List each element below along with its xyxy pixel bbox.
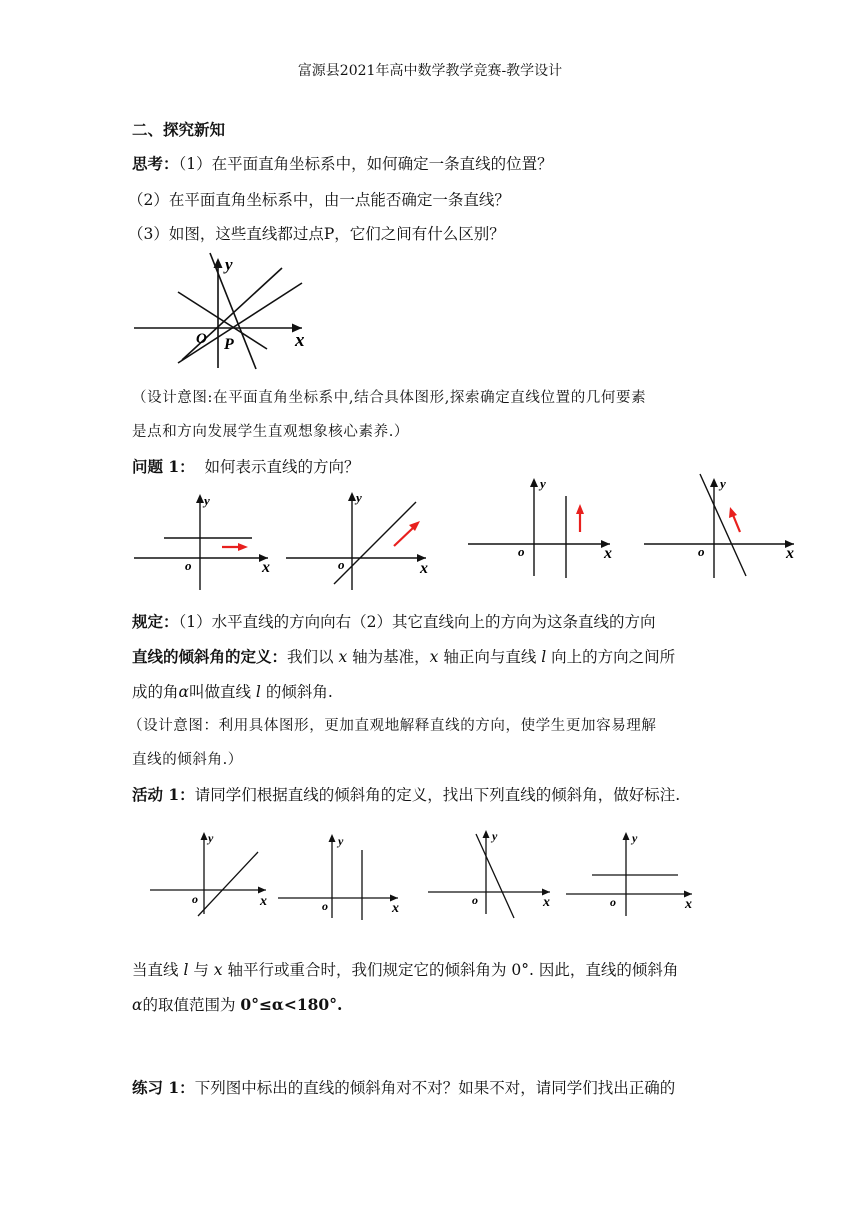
think-q3: （3）如图，这些直线都过点P，它们之间有什么区别？ bbox=[128, 225, 505, 243]
origin-label: o bbox=[185, 558, 192, 573]
rule bbox=[132, 610, 656, 632]
definition-text: 我们以 bbox=[287, 648, 339, 666]
design-note-2-line2: 直线的倾斜角.） bbox=[132, 752, 243, 768]
direction-arrow-icon bbox=[238, 543, 248, 551]
symbol-alpha: α bbox=[132, 996, 143, 1014]
activity-figure-decreasing bbox=[426, 824, 556, 920]
y-label: y bbox=[720, 476, 726, 491]
direction-arrow bbox=[394, 527, 414, 546]
definition-label: 直线的倾斜角的定义： bbox=[132, 647, 288, 666]
y-axis-arrow-icon bbox=[348, 492, 356, 501]
decreasing-line bbox=[476, 834, 514, 918]
definition-text: 向上的方向之间所 bbox=[546, 648, 676, 666]
y-axis-arrow-icon bbox=[710, 478, 718, 487]
rule-text: （1）水平直线的方向向右（2）其它直线向上的方向为这条直线的方向 bbox=[178, 613, 656, 631]
rule-label: 规定： bbox=[132, 612, 179, 631]
direction-arrow-icon bbox=[729, 507, 737, 518]
think-label: 思考： bbox=[132, 154, 179, 173]
figure-decreasing-line bbox=[642, 472, 802, 584]
y-label: y bbox=[204, 493, 210, 508]
x-label: x bbox=[295, 330, 305, 351]
activity-1-text: 请同学们根据直线的倾斜角的定义，找出下列直线的倾斜角，做好标注. bbox=[194, 786, 681, 804]
y-axis-arrow-icon bbox=[201, 832, 208, 840]
definition-text: 的倾斜角. bbox=[260, 683, 333, 701]
design-note-1-line1: （设计意图:在平面直角坐标系中,结合具体图形,探索确定直线位置的几何要素 bbox=[132, 390, 647, 406]
x-axis-arrow-icon bbox=[258, 887, 266, 894]
y-label: y bbox=[632, 831, 638, 845]
x-label: x bbox=[786, 545, 794, 562]
increasing-line bbox=[198, 852, 258, 916]
symbol-x: x bbox=[338, 648, 348, 666]
symbol-x: x bbox=[213, 961, 223, 979]
line-shallow-pos bbox=[178, 283, 302, 363]
activity-1 bbox=[132, 783, 680, 805]
origin-label: o bbox=[192, 892, 198, 906]
definition-line-1 bbox=[132, 645, 675, 667]
think-q2: （2）在平面直角坐标系中，由一点能否确定一条直线？ bbox=[128, 191, 510, 209]
origin-label: o bbox=[518, 544, 525, 559]
y-label: y bbox=[208, 831, 214, 845]
figure-vertical-line bbox=[462, 472, 622, 580]
direction-arrow bbox=[733, 515, 740, 532]
increasing-line bbox=[334, 502, 416, 584]
symbol-l: l bbox=[541, 648, 547, 666]
y-axis-arrow-icon bbox=[196, 494, 204, 503]
y-label: y bbox=[492, 829, 498, 843]
line-shallow-neg bbox=[178, 292, 267, 349]
conclusion-line-1 bbox=[132, 958, 678, 980]
y-axis-arrow-icon bbox=[623, 832, 630, 840]
x-label: x bbox=[420, 560, 428, 577]
symbol-x: x bbox=[429, 648, 439, 666]
angle-range: 0°≤α<180°. bbox=[240, 995, 343, 1014]
figure-increasing-line bbox=[282, 486, 434, 594]
design-note-1-line2: 是点和方向发展学生直观想象核心素养.） bbox=[132, 424, 410, 440]
definition-text: 叫做直线 bbox=[188, 683, 256, 701]
definition-text: 轴为基准， bbox=[347, 648, 430, 666]
think-q1 bbox=[132, 152, 553, 174]
x-label: x bbox=[260, 894, 267, 909]
x-label: x bbox=[604, 545, 612, 562]
conclusion-text: 与 bbox=[188, 961, 214, 979]
y-axis-arrow-icon bbox=[329, 834, 336, 842]
origin-label: o bbox=[322, 899, 328, 913]
x-label: x bbox=[392, 901, 399, 916]
page-header: 富源县2021年高中数学教学竞赛-教学设计 bbox=[297, 63, 563, 79]
x-label: x bbox=[262, 559, 270, 576]
conclusion-line-2 bbox=[132, 993, 342, 1015]
activity-figure-increasing bbox=[148, 826, 272, 918]
origin-label: o bbox=[610, 895, 616, 909]
question-1-text: 如何表示直线的方向？ bbox=[204, 458, 360, 476]
y-label: y bbox=[356, 490, 362, 505]
activity-figure-vertical bbox=[276, 828, 404, 920]
exercise-1 bbox=[132, 1076, 675, 1098]
conclusion-text: 轴平行或重合时，我们规定它的倾斜角为 0°. 因此，直线的倾斜角 bbox=[222, 961, 679, 979]
section-title: 二、探究新知 bbox=[132, 120, 226, 139]
direction-arrow-icon bbox=[576, 504, 584, 514]
y-label: y bbox=[225, 255, 233, 274]
question-1 bbox=[132, 455, 360, 477]
x-label: x bbox=[685, 897, 692, 912]
symbol-alpha: α bbox=[178, 683, 189, 701]
point-p-label: P bbox=[224, 336, 234, 353]
figure-horizontal-line bbox=[130, 488, 280, 594]
definition-line-2 bbox=[132, 680, 333, 702]
y-label: y bbox=[540, 476, 546, 491]
y-axis-arrow-icon bbox=[483, 830, 490, 838]
question-1-label: 问题 1： bbox=[132, 457, 195, 476]
origin-label: o bbox=[698, 544, 705, 559]
y-axis-arrow-icon bbox=[530, 478, 538, 487]
definition-text: 成的角 bbox=[132, 683, 179, 701]
exercise-1-label: 练习 1： bbox=[132, 1078, 195, 1097]
conclusion-text: 当直线 bbox=[132, 961, 184, 979]
activity-figure-horizontal bbox=[564, 826, 698, 918]
y-label: y bbox=[338, 834, 344, 848]
symbol-l: l bbox=[183, 961, 189, 979]
lines-through-p-figure bbox=[130, 250, 320, 380]
think-q1-text: （1）在平面直角坐标系中，如何确定一条直线的位置？ bbox=[178, 155, 553, 173]
x-label: x bbox=[543, 895, 550, 910]
symbol-l: l bbox=[255, 683, 261, 701]
definition-text: 轴正向与直线 bbox=[438, 648, 542, 666]
activity-1-label: 活动 1： bbox=[132, 785, 195, 804]
design-note-2-line1: （设计意图：利用具体图形，更加直观地解释直线的方向，使学生更加容易理解 bbox=[128, 718, 657, 734]
conclusion-text: 的取值范围为 bbox=[142, 996, 241, 1014]
origin-label: O bbox=[196, 331, 207, 347]
y-axis-arrow-icon bbox=[214, 258, 223, 268]
origin-label: o bbox=[338, 557, 345, 572]
origin-label: o bbox=[472, 893, 478, 907]
exercise-1-text: 下列图中标出的直线的倾斜角对不对？如果不对，请同学们找出正确的 bbox=[194, 1079, 676, 1097]
